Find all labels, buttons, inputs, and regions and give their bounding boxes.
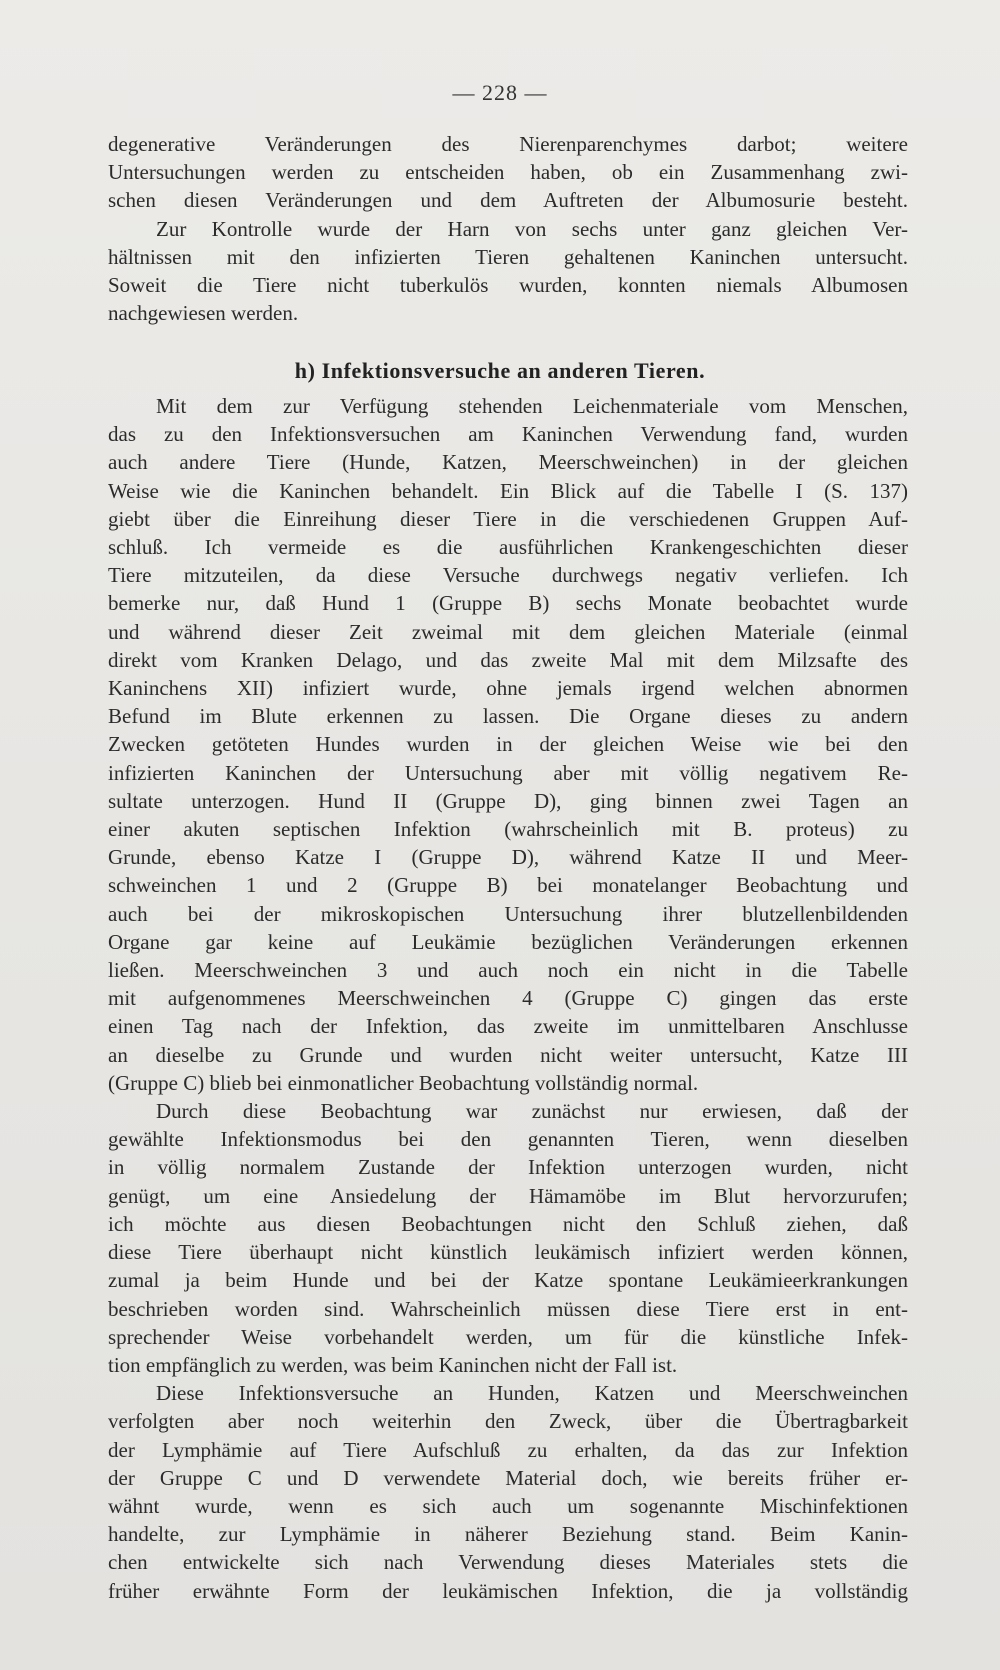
text-line: schen diesen Veränderungen und dem Auftreten der Albumosurie besteht. [108,188,908,213]
text-line: und während dieser Zeit zweimal mit dem gleichen Materiale (einmal [108,619,908,644]
text-line: Diese Infektionsversuche an Hunden, Katzen und Meerschweinchen [156,1381,908,1406]
text-line: beschrieben worden sind. Wahrscheinlich müssen diese Tiere erst in ent- [108,1296,908,1321]
text-line: handelte, zur Lymphämie in näherer Beziehung stand. Beim Kanin- [108,1522,908,1547]
text-line: auch bei der mikroskopischen Untersuchung ihrer blutzellenbildenden [108,901,908,926]
text-line: tion empfänglich zu werden, was beim Kaninchen nicht der Fall ist. [108,1352,678,1377]
text-line: giebt über die Einreihung dieser Tiere in die verschiedenen Gruppen Auf- [108,506,908,531]
text-line: diese Tiere überhaupt nicht künstlich leukämisch infiziert werden können, [108,1240,908,1265]
text-line: Soweit die Tiere nicht tuberkulös wurden, konnten niemals Albumosen [108,273,908,298]
text-line: Weise wie die Kaninchen behandelt. Ein Blick auf die Tabelle I (S. 137) [108,478,908,503]
text-line: (Gruppe C) blieb bei einmonatlicher Beobachtung vollständig normal. [108,1070,699,1095]
text-line: gewählte Infektionsmodus bei den genannten Tieren, wenn dieselben [108,1127,908,1152]
text-line: direkt vom Kranken Delago, und das zweite Mal mit dem Milzsafte des [108,647,908,672]
text-line: sultate unterzogen. Hund II (Gruppe D), ging binnen zwei Tagen an [108,788,908,813]
text-line: Kaninchens XII) infiziert wurde, ohne jemals irgend welchen abnormen [108,676,908,701]
text-line: zumal ja beim Hunde und bei der Katze spontane Leukämieerkrankungen [108,1268,908,1293]
page-number: — 228 — [452,80,548,105]
section-heading: h) Infektionsversuche an anderen Tieren. [294,358,706,383]
text-line: auch andere Tiere (Hunde, Katzen, Meerschweinchen) in der gleichen [108,450,908,475]
text-line: hältnissen mit den infizierten Tieren gehaltenen Kaninchen untersucht. [108,244,908,269]
text-line: Befund im Blute erkennen zu lassen. Die Organe dieses zu andern [108,704,908,729]
text-line: verfolgten aber noch weiterhin den Zweck, über die Übertragbarkeit [108,1409,908,1434]
text-line: ich möchte aus diesen Beobachtungen nicht den Schluß ziehen, daß [108,1211,908,1236]
text-line: ließen. Meerschweinchen 3 und auch noch ein nicht in die Tabelle [108,958,908,983]
text-line: Organe gar keine auf Leukämie bezüglichen Veränderungen erkennen [108,929,908,954]
text-line: chen entwickelte sich nach Verwendung dieses Materiales stets die [108,1550,908,1575]
text-line: bemerke nur, daß Hund 1 (Gruppe B) sechs Monate beobachtet wurde [108,591,908,616]
text-block-top [108,130,908,327]
text-line: sprechender Weise vorbehandelt werden, um für die künstliche Infek- [108,1324,908,1349]
text-line: das zu den Infektionsversuchen am Kaninchen Verwendung fand, wurden [108,422,908,447]
text-line: der Lymphämie auf Tiere Aufschluß zu erhalten, da das zur Infektion [108,1437,908,1462]
text-line: infizierten Kaninchen der Untersuchung aber mit völlig negativem Re- [108,760,908,785]
text-line: genügt, um eine Ansiedelung der Hämamöbe im Blut hervorzurufen; [108,1183,908,1208]
text-line: der Gruppe C und D verwendete Material doch, wie bereits früher er- [108,1465,908,1490]
text-line: früher erwähnte Form der leukämischen Infektion, die ja vollständig [108,1578,908,1603]
text-line: nachgewiesen werden. [108,301,299,326]
text-line: Mit dem zur Verfügung stehenden Leichenmateriale vom Menschen, [156,394,908,418]
text-line: mit aufgenommenes Meerschweinchen 4 (Gruppe C) gingen das erste [108,986,908,1011]
text-line: Zwecken getöteten Hundes wurden in der gleichen Weise wie bei den [108,732,908,757]
text-line: in völlig normalem Zustande der Infektion unterzogen wurden, nicht [108,1155,908,1180]
text-line: Grunde, ebenso Katze I (Gruppe D), während Katze II und Meer- [108,845,908,870]
text-line: Tiere mitzuteilen, da diese Versuche durchwegs negativ verliefen. Ich [108,563,908,588]
text-line: an dieselbe zu Grunde und wurden nicht weiter untersucht, Katze III [108,1042,908,1067]
text-line: einer akuten septischen Infektion (wahrscheinlich mit B. proteus) zu [108,817,908,842]
text-line: schluß. Ich vermeide es die ausführlichen Krankengeschichten dieser [108,535,908,560]
text-line: degenerative Veränderungen des Nierenparenchymes darbot; weitere [108,132,908,156]
text-line: Zur Kontrolle wurde der Harn von sechs unter ganz gleichen Ver- [156,216,908,241]
text-line: wähnt wurde, wenn es sich auch um sogenannte Mischinfektionen [108,1493,908,1518]
text-line: einen Tag nach der Infektion, das zweite im unmittelbaren Anschlusse [108,1014,908,1039]
text-line: Untersuchungen werden zu entscheiden haben, ob ein Zusammenhang zwi- [108,160,908,185]
text-line: Durch diese Beobachtung war zunächst nur erwiesen, daß der [156,1099,908,1124]
text-line: schweinchen 1 und 2 (Gruppe B) bei monatelanger Beobachtung und [108,873,908,898]
text-block-main [108,392,908,1605]
